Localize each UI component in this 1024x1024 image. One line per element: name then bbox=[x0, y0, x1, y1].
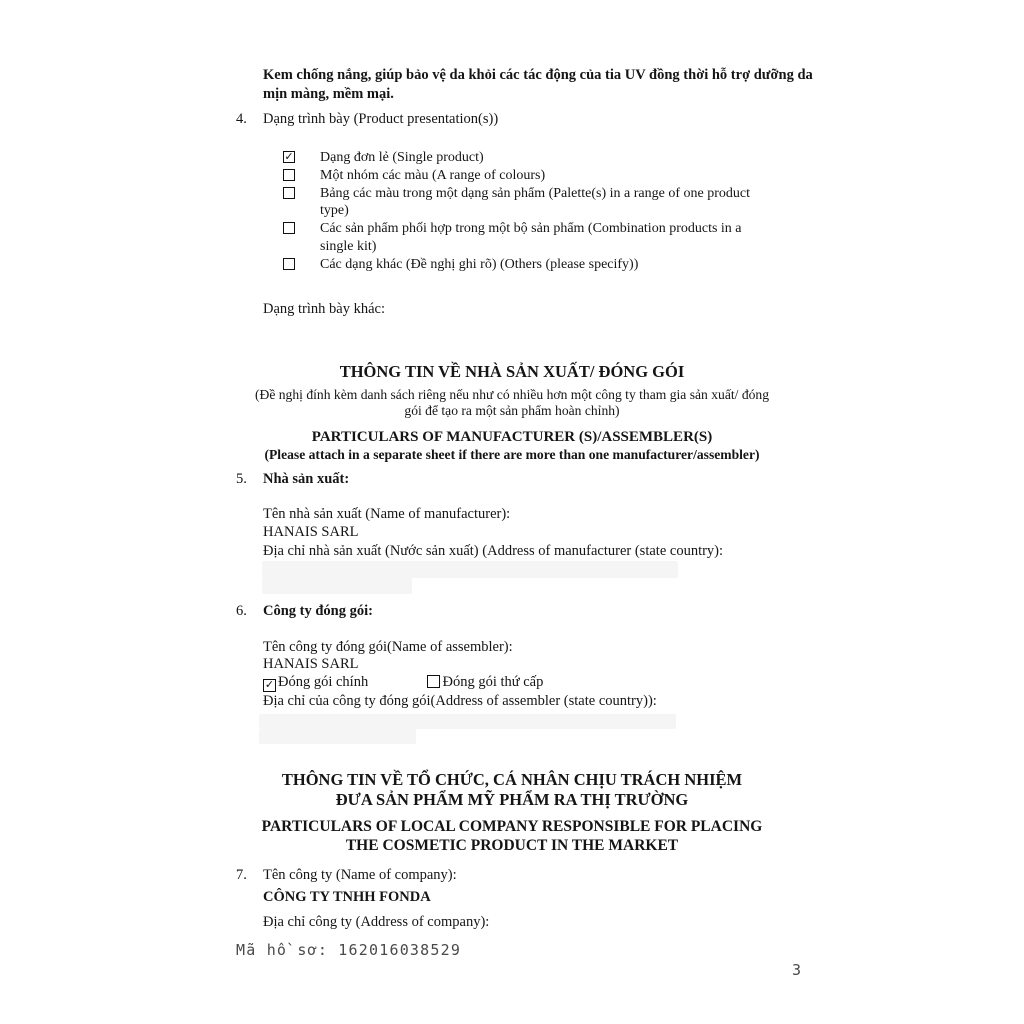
item-4-label: Dạng trình bày (Product presentation(s)) bbox=[263, 111, 499, 127]
item-5-number: 5. bbox=[236, 471, 247, 487]
presentation-option bbox=[283, 185, 783, 221]
redacted-address-block bbox=[259, 714, 676, 729]
title-vi-line2: ĐƯA SẢN PHẨM MỸ PHẨM RA THỊ TRƯỜNG bbox=[335, 789, 689, 809]
item-4-number: 4. bbox=[236, 111, 247, 127]
manufacturer-section-note-en: (Please attach in a separate sheet if there are more than one manufacturer/assembler) bbox=[264, 447, 760, 462]
manufacturer-section-title-en: PARTICULARS OF MANUFACTURER (S)/ASSEMBLER(S) bbox=[311, 429, 713, 445]
manufacturer-section-note-vi bbox=[216, 387, 808, 418]
local-company-section-title-vi bbox=[226, 770, 798, 809]
redacted-address-block bbox=[262, 578, 412, 594]
item-6-number: 6. bbox=[236, 603, 247, 619]
item-6-row bbox=[236, 602, 796, 621]
checkbox-icon bbox=[283, 187, 295, 199]
presentation-options-list bbox=[283, 149, 783, 274]
presentation-option bbox=[283, 220, 783, 256]
item-7-label: Tên công ty (Name of company): bbox=[263, 867, 457, 883]
option-label: Một nhóm các màu (A range of colours) bbox=[320, 167, 546, 183]
assembler-name-label: Tên công ty đóng gói(Name of assembler): bbox=[263, 639, 513, 655]
title-en-line2: THE COSMETIC PRODUCT IN THE MARKET bbox=[345, 837, 679, 854]
option-label: Bảng các màu trong một dạng sản phẩm (Palette(s) in a range of one product type) bbox=[320, 185, 750, 219]
checkbox-checked-icon bbox=[283, 151, 295, 163]
checkbox-icon bbox=[283, 222, 295, 234]
item-5-heading: Nhà sản xuất: bbox=[263, 471, 350, 487]
option-label: Các dạng khác (Đề nghị ghi rõ) (Others (please specify)) bbox=[320, 256, 639, 272]
redacted-address-block bbox=[259, 729, 416, 744]
assembler-name-value: HANAIS SARL bbox=[263, 656, 359, 672]
assembler-primary-label: Đóng gói chính bbox=[278, 674, 369, 690]
item-7-row bbox=[236, 866, 796, 885]
local-company-address-label: Địa chỉ công ty (Address of company): bbox=[263, 914, 490, 930]
note-vi-line1: (Đề nghị đính kèm danh sách riêng nếu như có nhiều hơn một công ty tham gia sản xuất/ đóng bbox=[254, 387, 770, 402]
option-label: Các sản phẩm phối hợp trong một bộ sản phẩm (Combination products in a single kit) bbox=[320, 221, 742, 254]
option-label: Dạng đơn lẻ (Single product) bbox=[320, 150, 484, 165]
title-en-line1: PARTICULARS OF LOCAL COMPANY RESPONSIBLE FOR PLACING bbox=[261, 818, 763, 835]
page-number: 3 bbox=[792, 961, 802, 979]
local-company-section-title-en bbox=[226, 817, 798, 855]
checkbox-icon bbox=[283, 258, 295, 270]
manufacturer-name-value: HANAIS SARL bbox=[263, 524, 359, 540]
item-6-heading: Công ty đóng gói: bbox=[263, 603, 373, 619]
manufacturer-name-label: Tên nhà sản xuất (Name of manufacturer): bbox=[263, 506, 511, 522]
presentation-option bbox=[283, 149, 783, 167]
presentation-option bbox=[283, 256, 783, 274]
assembler-secondary-label: Đóng gói thứ cấp bbox=[442, 674, 544, 690]
product-description-text: Kem chống nắng, giúp bảo vệ da khỏi các tác động của tia UV đồng thời hỗ trợ dưỡng da mịn màng, mềm mại. bbox=[263, 67, 813, 102]
manufacturer-address-label: Địa chỉ nhà sản xuất (Nước sản xuất) (Address of manufacturer (state country): bbox=[263, 543, 724, 559]
redacted-address-block bbox=[262, 561, 678, 578]
note-vi-line2: gói để tạo ra một sản phẩm hoàn chỉnh) bbox=[404, 402, 620, 418]
checkbox-icon bbox=[427, 675, 440, 688]
item-4-row bbox=[236, 110, 796, 129]
checkbox-icon bbox=[283, 169, 295, 181]
footer-dossier-code: Mã hồ sơ: 162016038529 bbox=[236, 941, 462, 959]
assembler-type-row bbox=[263, 673, 543, 692]
local-company-name-value: CÔNG TY TNHH FONDA bbox=[263, 889, 431, 905]
manufacturer-section-title-vi: THÔNG TIN VỀ NHÀ SẢN XUẤT/ ĐÓNG GÓI bbox=[339, 362, 685, 381]
title-vi-line1: THÔNG TIN VỀ TỔ CHỨC, CÁ NHÂN CHỊU TRÁCH NHIỆM bbox=[281, 770, 743, 789]
item-7-number: 7. bbox=[236, 867, 247, 883]
checkbox-checked-icon bbox=[263, 679, 276, 692]
item-5-row bbox=[236, 470, 796, 489]
other-presentation-label: Dạng trình bày khác: bbox=[263, 301, 386, 317]
assembler-address-label: Địa chỉ của công ty đóng gói(Address of assembler (state country)): bbox=[263, 693, 657, 709]
presentation-option bbox=[283, 167, 783, 185]
